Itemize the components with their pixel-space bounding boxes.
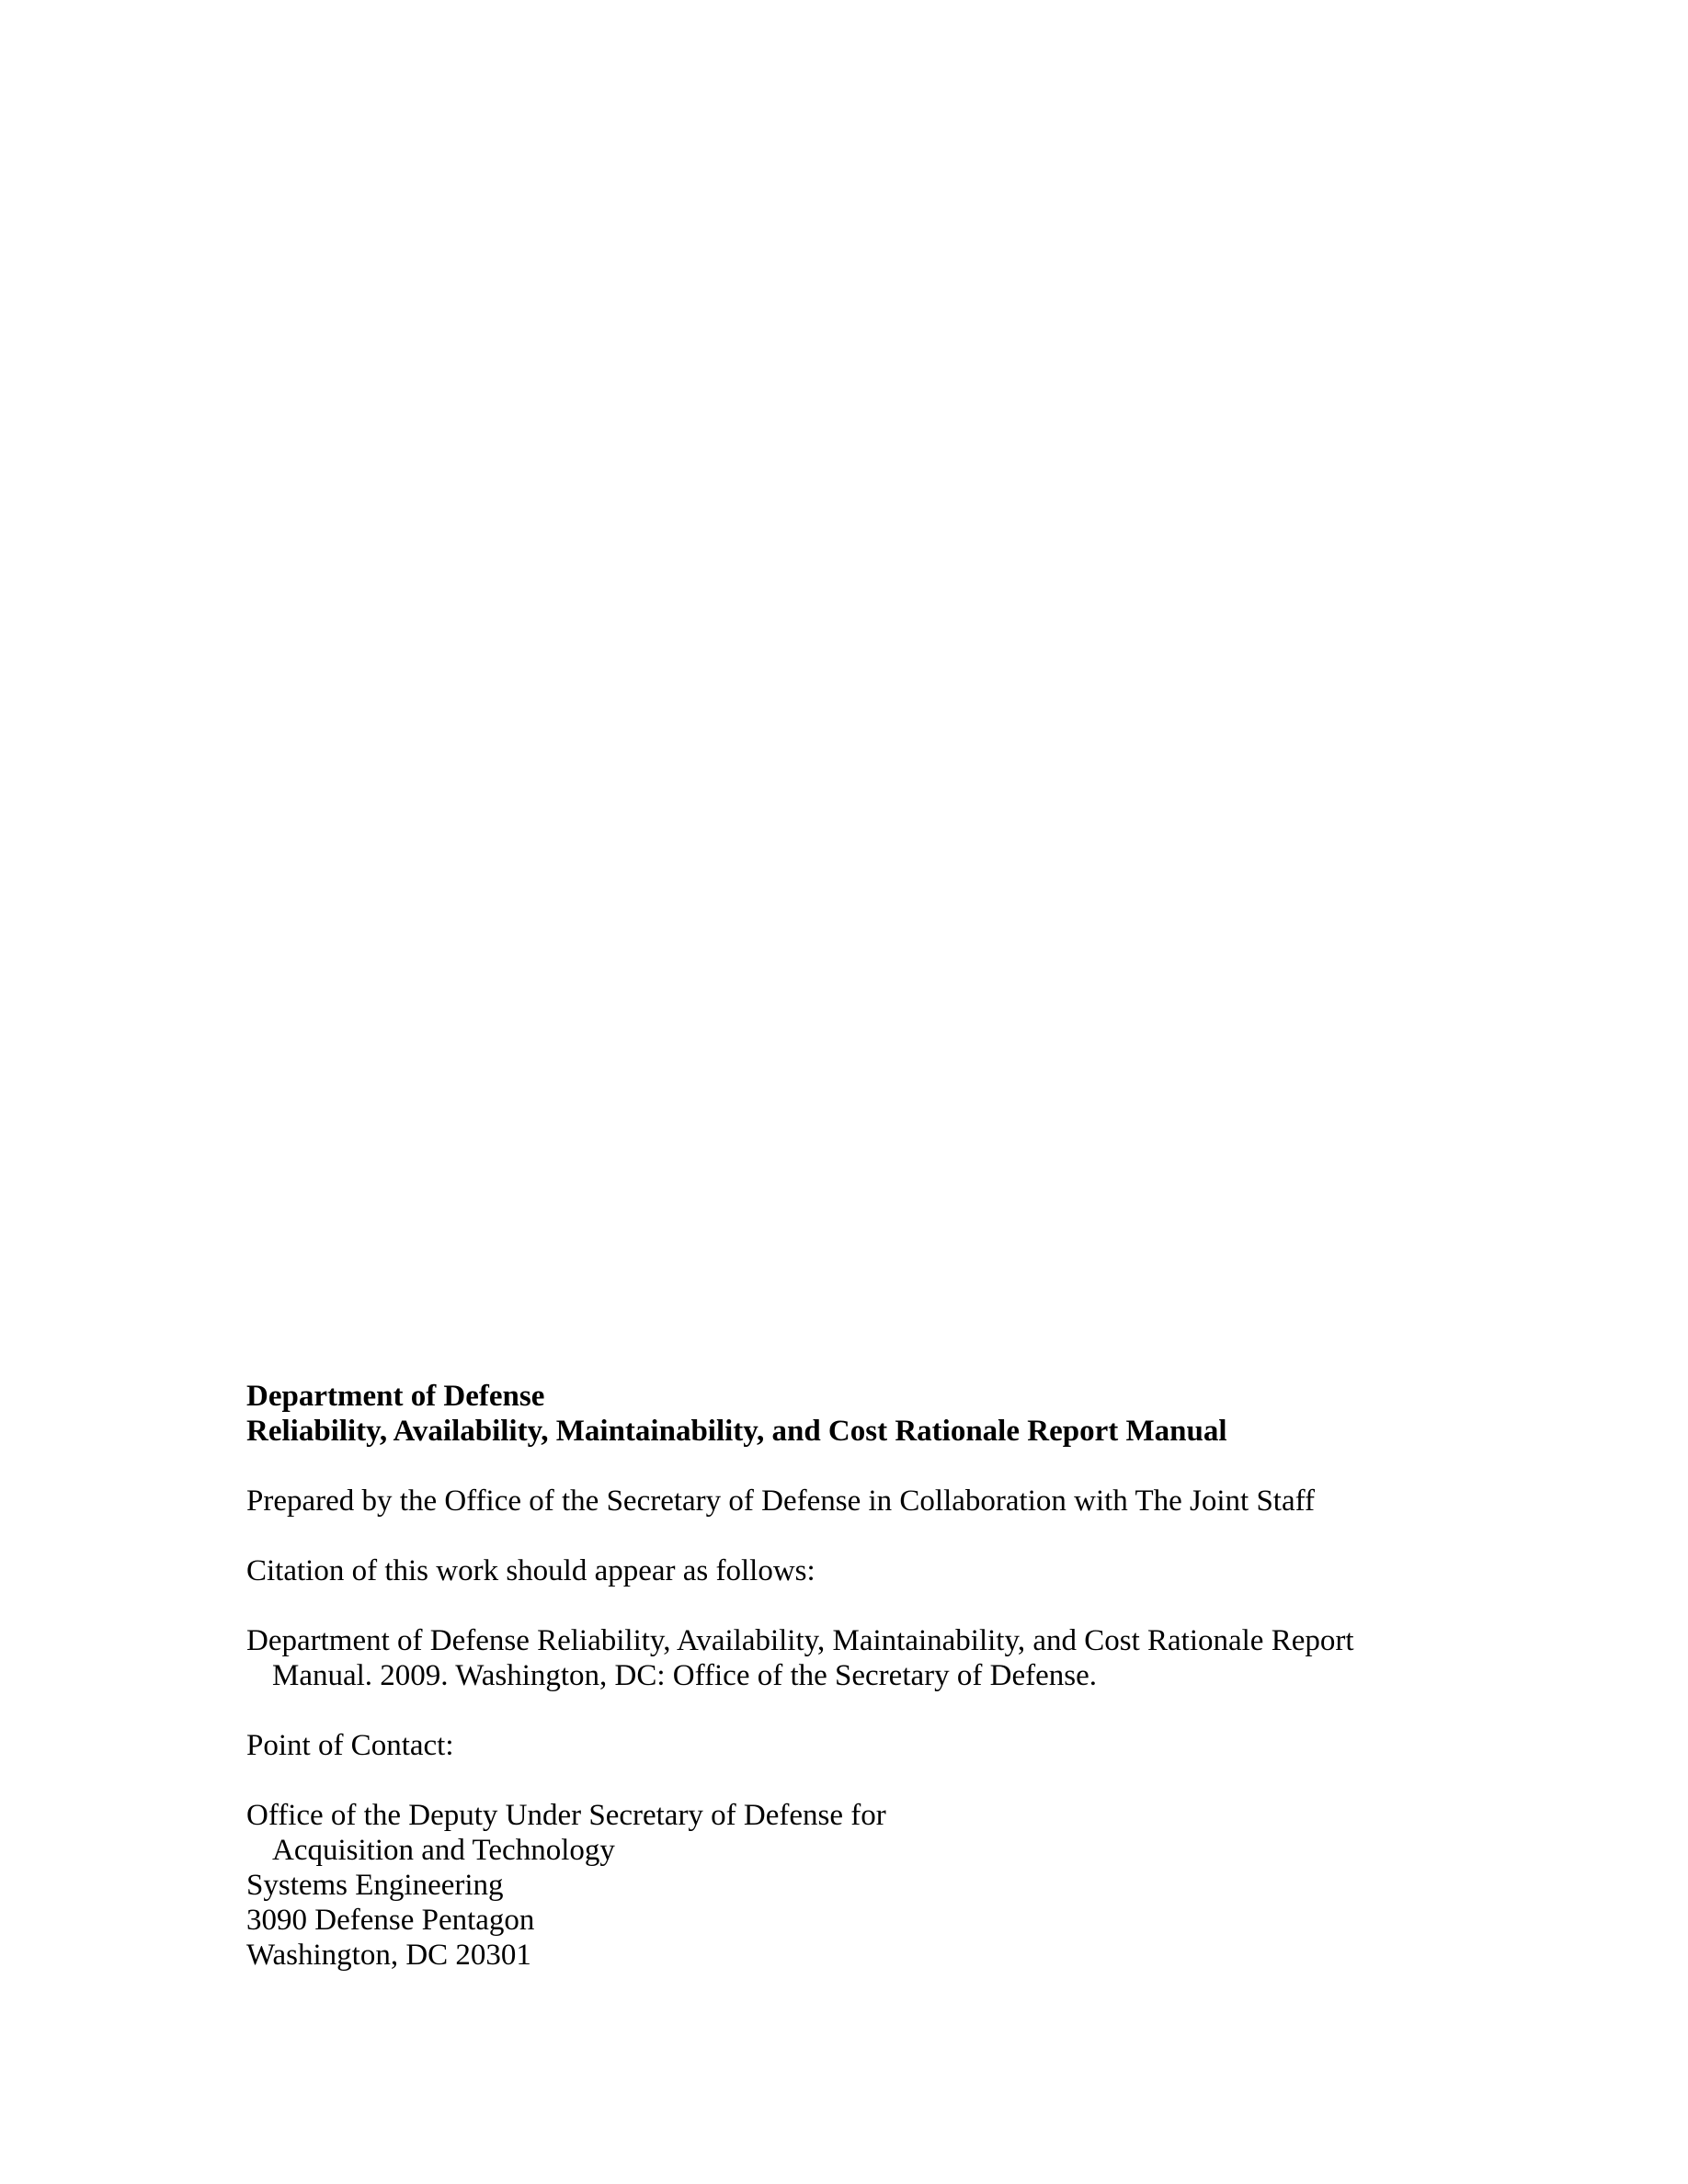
- front-matter: [246, 1379, 1442, 1973]
- prepared-by-block: [246, 1484, 1442, 1519]
- address-line-office-cont: Acquisition and Technology: [272, 1834, 615, 1867]
- citation-line-1: Department of Defense Reliability, Availability, Maintainability, and Cost Rationale Report: [246, 1624, 1354, 1657]
- citation-intro-block: [246, 1553, 1442, 1588]
- address-line-street: 3090 Defense Pentagon: [246, 1904, 535, 1937]
- address-line-division: Systems Engineering: [246, 1869, 504, 1902]
- prepared-by-text: Prepared by the Office of the Secretary of Defense in Collaboration with The Joint Staff: [246, 1484, 1315, 1518]
- citation-line-2: Manual. 2009. Washington, DC: Office of the Secretary of Defense.: [272, 1659, 1097, 1692]
- manual-title: Reliability, Availability, Maintainability, and Cost Rationale Report Manual: [246, 1415, 1227, 1448]
- organization-title: Department of Defense: [246, 1380, 545, 1413]
- contact-heading: Point of Contact:: [246, 1729, 454, 1762]
- title-block: [246, 1379, 1442, 1449]
- contact-address: [246, 1798, 1442, 1973]
- citation-block: [246, 1623, 1442, 1693]
- citation-intro: Citation of this work should appear as follows:: [246, 1554, 815, 1587]
- contact-heading-block: [246, 1728, 1442, 1763]
- address-line-city: Washington, DC 20301: [246, 1939, 531, 1972]
- address-line-office: Office of the Deputy Under Secretary of Defense for: [246, 1799, 886, 1832]
